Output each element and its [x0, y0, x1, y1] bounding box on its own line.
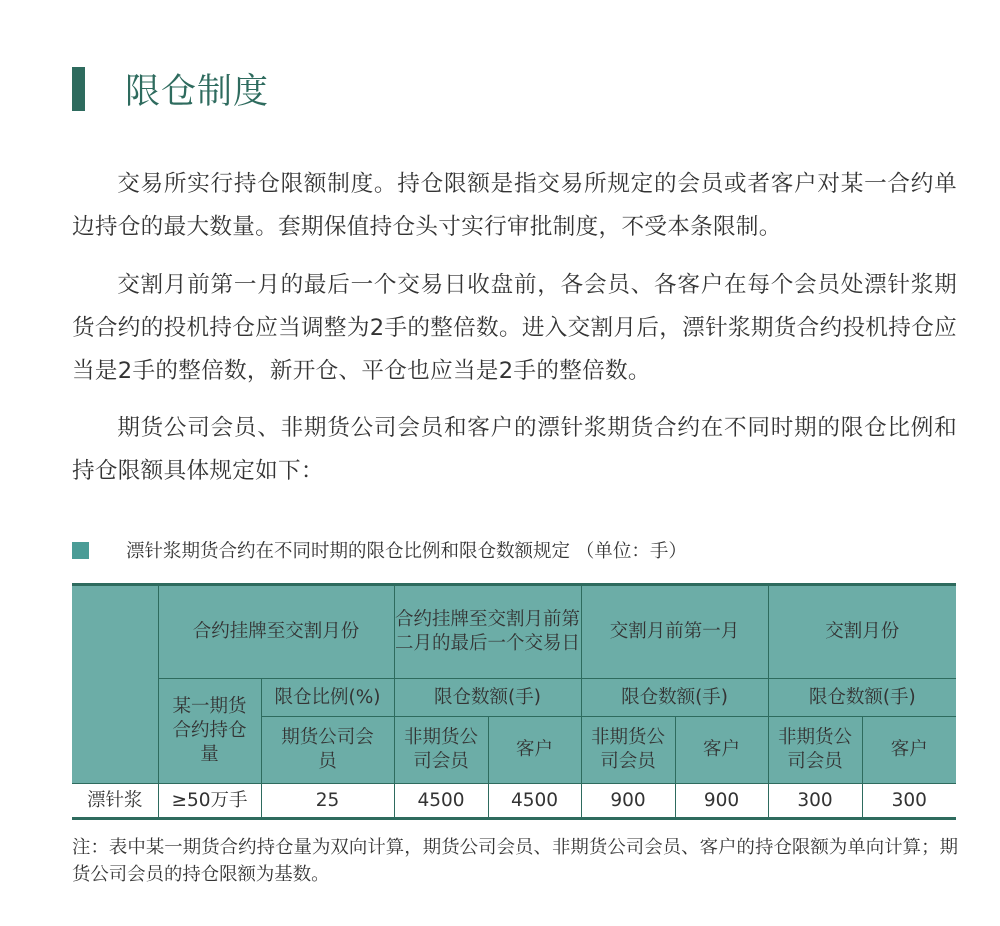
table-caption: [72, 535, 687, 565]
header-limit-amount-p4: 限仓数额(手): [768, 679, 956, 717]
paragraph-position-limit-system: 交易所实行持仓限额制度。持仓限额是指交易所规定的会员或者客户对某一合约单边持仓的最大数量。套期保值持仓头寸实行审批制度，不受本条限制。: [72, 171, 957, 240]
section-heading: [72, 67, 269, 111]
section-title: 限仓制度: [125, 72, 270, 112]
header-limit-ratio: 限仓比例(%): [261, 679, 394, 717]
header-open-interest: 某一期货合约持仓量: [158, 679, 261, 784]
paragraph-delivery-month-rules: 交割月前第一月的最后一个交易日收盘前，各会员、各客户在每个会员处漂针浆期货合约的投机持仓应当调整为2手的整倍数。进入交割月后，漂针浆期货合约投机持仓应当是2手的整倍数，新开仓、平仓也应当是2手的整倍数。: [72, 272, 957, 384]
table-caption-text: 漂针浆期货合约在不同时期的限仓比例和限仓数额规定 （单位：手）: [126, 541, 687, 562]
table-row: [72, 784, 956, 819]
cell-open-interest: ≥50万手: [158, 784, 261, 819]
header-limit-amount-p3: 限仓数额(手): [581, 679, 768, 717]
header-client-p4: 客户: [862, 717, 956, 784]
paragraph-limit-intro: 期货公司会员、非期货公司会员和客户的漂针浆期货合约在不同时期的限仓比例和持仓限额具体规定如下：: [72, 415, 957, 484]
heading-accent-bar: [72, 67, 85, 111]
table-header-row: [72, 585, 956, 679]
cell-p3-non-futures-member: 900: [581, 784, 675, 819]
header-blank-cell: [72, 585, 158, 784]
header-client-p2: 客户: [488, 717, 581, 784]
header-period-3: 交割月前第一月: [581, 585, 768, 679]
header-period-2: 合约挂牌至交割月前第二月的最后一个交易日: [394, 585, 581, 679]
cell-p2-non-futures-member: 4500: [394, 784, 488, 819]
table-subheader-row: [72, 679, 956, 717]
position-limit-table: [72, 583, 956, 820]
header-period-4: 交割月份: [768, 585, 956, 679]
header-non-futures-member-p4: 非期货公司会员: [768, 717, 862, 784]
cell-p2-client: 4500: [488, 784, 581, 819]
cell-p3-client: 900: [675, 784, 768, 819]
table-note: 注：表中某一期货合约持仓量为双向计算，期货公司会员、非期货公司会员、客户的持仓限额为单向计算；期货公司会员的持仓限额为基数。: [72, 837, 958, 885]
header-period-1: 合约挂牌至交割月份: [158, 585, 394, 679]
header-futures-member: 期货公司会员: [261, 717, 394, 784]
header-client-p3: 客户: [675, 717, 768, 784]
cell-p4-non-futures-member: 300: [768, 784, 862, 819]
header-non-futures-member-p2: 非期货公司会员: [394, 717, 488, 784]
cell-product: 漂针浆: [72, 784, 158, 819]
cell-p4-client: 300: [862, 784, 956, 819]
cell-ratio-futures-member: 25: [261, 784, 394, 819]
header-limit-amount-p2: 限仓数额(手): [394, 679, 581, 717]
header-non-futures-member-p3: 非期货公司会员: [581, 717, 675, 784]
caption-square-icon: [72, 542, 89, 559]
